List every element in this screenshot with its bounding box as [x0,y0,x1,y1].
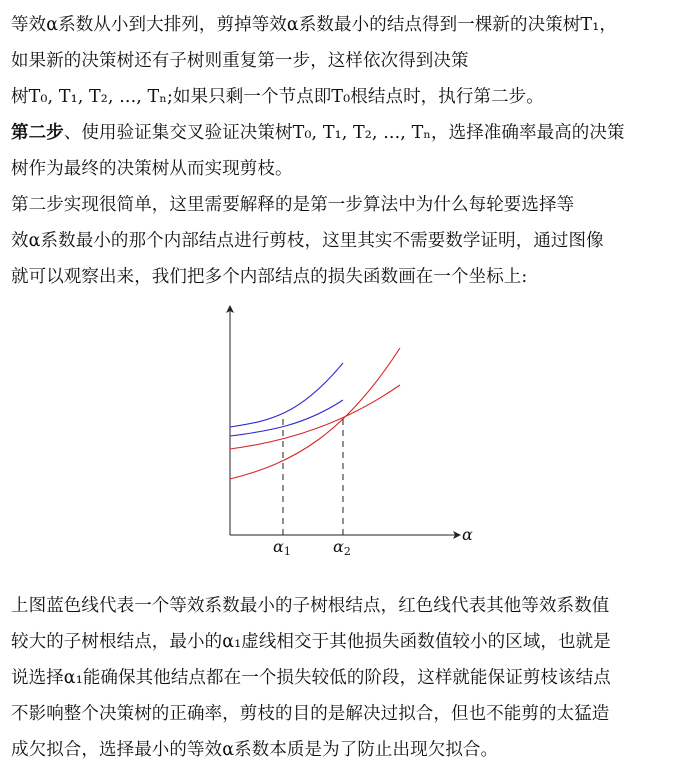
paragraph-text: 、使用验证集交叉验证决策树T₀, T₁, T₂, ..., Tₙ，选择准确率最高的决策 [63,123,625,143]
blue-curve-lower [230,400,343,436]
paragraph-line: 不影响整个决策树的正确率，剪枝的目的是解决过拟合，但也不能剪的太猛造 [11,704,610,724]
step-two-label: 第二步 [11,123,64,143]
alpha1-tick-label: α1 [273,537,291,558]
paragraph-step-one [11,7,689,115]
paragraph-line: 较大的子树根结点，最小的α₁虚线相交于其他损失函数值较小的区域，也就是 [11,632,611,652]
paragraph-line: 就可以观察出来，我们把多个内部结点的损失函数画在一个坐标上: [11,267,528,287]
paragraph-line: 上图蓝色线代表一个等效系数最小的子树根结点，红色线代表其他等效系数值 [11,596,610,616]
paragraph-line: 如果新的决策树还有子树则重复第一步，这样依次得到决策 [11,51,469,71]
blue-curve-upper [230,363,343,427]
paragraph-line: 树T₀, T₁, T₂, ..., Tₙ;如果只剩一个节点即T₀根结点时，执行第二步。 [11,87,544,107]
paragraph-step-two [11,115,689,187]
x-axis-label: α [462,525,473,544]
paragraph-line: 树作为最终的决策树从而实现剪枝。 [11,159,293,179]
alpha2-tick-label: α2 [333,537,351,558]
loss-function-figure [215,303,483,563]
paragraph-line [11,115,689,151]
paragraph-line: 第二步实现很简单，这里需要解释的是第一步算法中为什么每轮要选择等 [11,195,575,215]
paragraph-explanation [11,187,689,295]
red-curve-lower [230,348,400,479]
red-curve-upper [230,385,400,449]
paragraph-figure-explanation [11,588,689,768]
paragraph-line: 效α系数最小的那个内部结点进行剪枝，这里其实不需要数学证明，通过图像 [11,231,604,251]
paragraph-line: 等效α系数从小到大排列，剪掉等效α系数最小的结点得到一棵新的决策树T₁， [11,15,617,35]
paragraph-line: 成欠拟合，选择最小的等效α系数本质是为了防止出现欠拟合。 [11,740,499,760]
paragraph-line: 说选择α₁能确保其他结点都在一个损失较低的阶段，这样就能保证剪枝该结点 [11,668,611,688]
